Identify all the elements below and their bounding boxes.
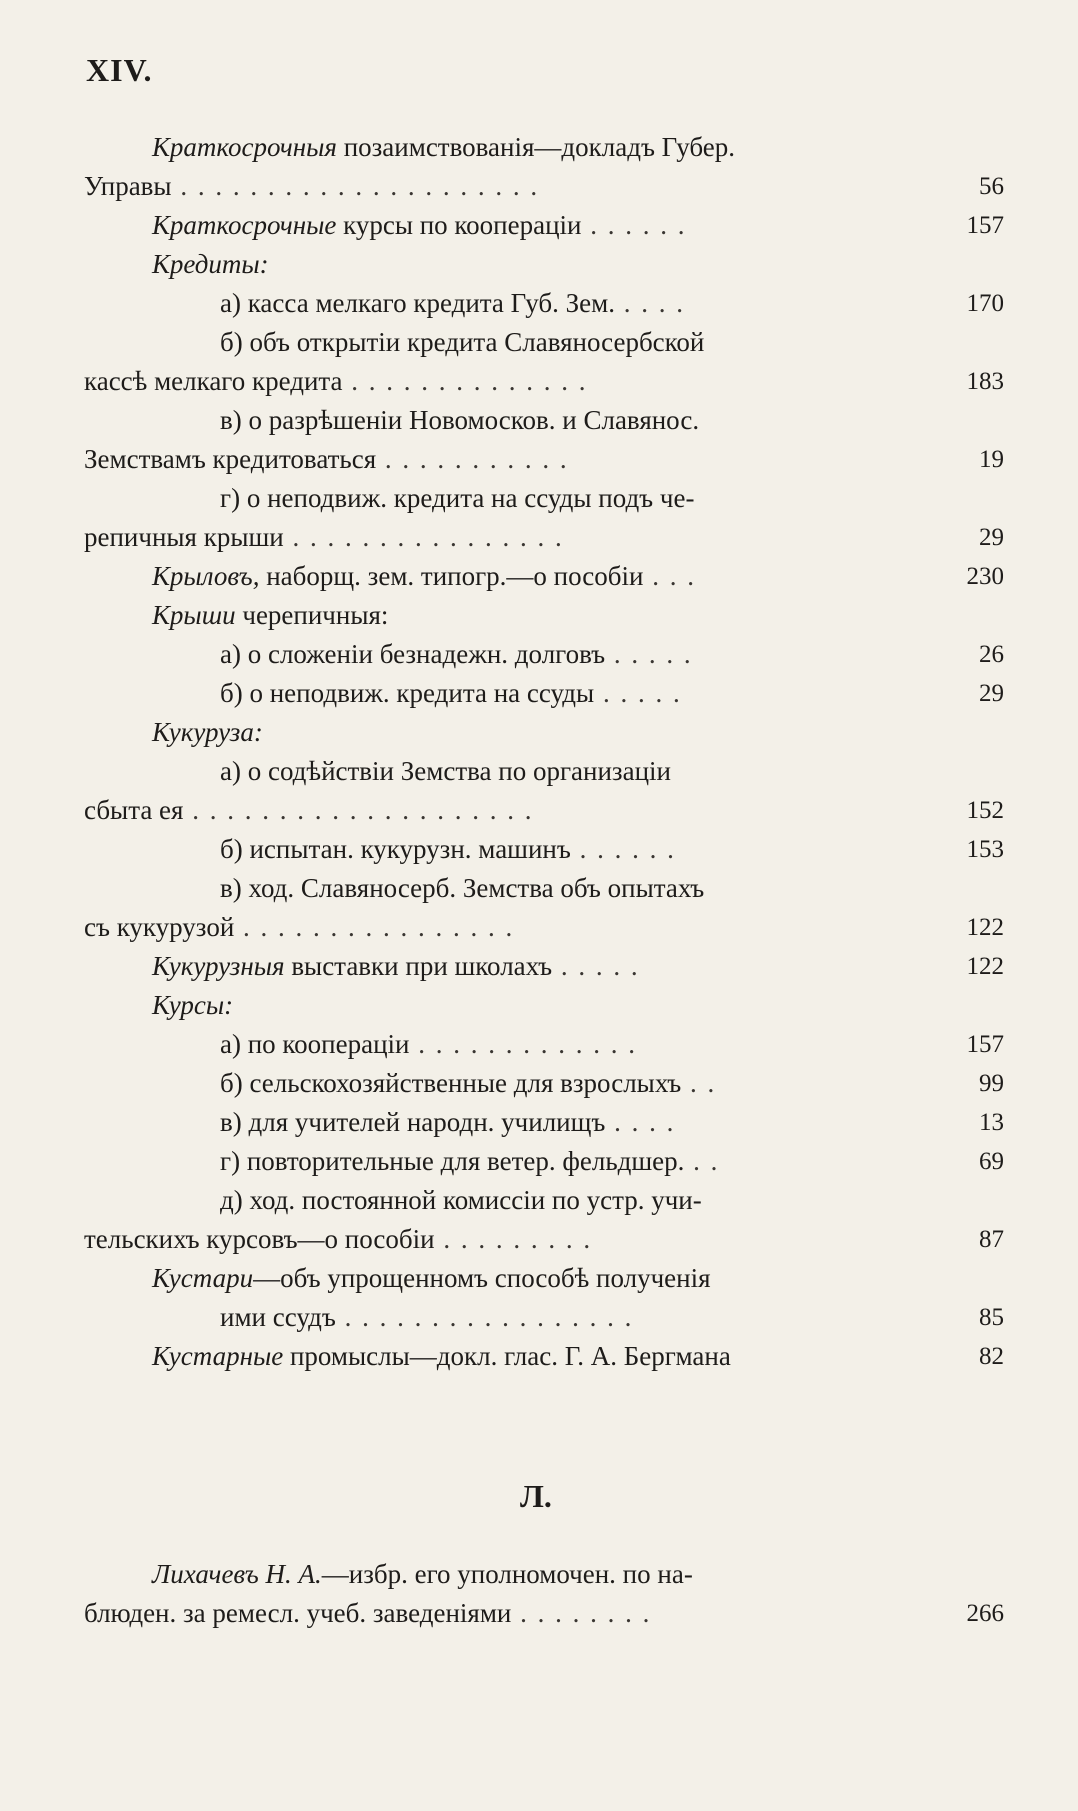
entry-page-number: 157: [966, 1031, 1004, 1058]
entry-page-number: 152: [966, 797, 1004, 824]
leader-dots: . . . . . . . . . . .: [376, 444, 569, 474]
entry-body: репичныя крыши: [84, 522, 284, 552]
entry-text: [152, 986, 233, 1025]
entry-text: [220, 869, 704, 908]
index-entry: [84, 1555, 1004, 1594]
index-entry: [84, 401, 1004, 440]
index-entry: [84, 986, 1004, 1025]
entry-page-number: 122: [966, 953, 1004, 980]
entry-body: Земствамъ кредитоваться: [84, 444, 377, 474]
entry-text: [220, 479, 694, 518]
entry-body: съ кукурузой: [84, 912, 235, 942]
index-entry: [84, 1142, 1004, 1181]
entry-page-number: 266: [966, 1600, 1004, 1627]
entry-heading: Лихачевъ Н. А.: [152, 1559, 322, 1589]
index-entry: [84, 1103, 1004, 1142]
entry-text: [220, 1181, 702, 1220]
entry-heading: Курсы:: [152, 990, 234, 1020]
entry-body: ими ссудъ: [220, 1302, 336, 1332]
index-entry: [84, 674, 1004, 713]
entry-body: Управы: [84, 171, 172, 201]
index-entry: [84, 869, 1004, 908]
leader-dots: . . . .: [614, 288, 685, 318]
leader-dots: . . . .: [605, 1107, 676, 1137]
leader-dots: . .: [681, 1068, 717, 1098]
leader-dots: . . . . . . . . . . . . . . . . . . . .: [183, 795, 534, 825]
index-entry: [84, 1025, 1004, 1064]
page-number: XIV.: [86, 52, 153, 88]
entry-text: [84, 167, 539, 206]
entry-body: г) о неподвиж. кредита на ссуды подъ че-: [220, 483, 695, 513]
entry-text: [152, 713, 263, 752]
entry-text: [152, 557, 696, 596]
entry-page-number: 87: [979, 1226, 1004, 1253]
entry-body: курсы по коопераціи: [336, 210, 582, 240]
entry-body: позаимствованія—докладъ Губер.: [336, 132, 736, 162]
entry-page-number: 230: [966, 563, 1004, 590]
index-entry: [84, 635, 1004, 674]
entry-text: [152, 245, 269, 284]
index-entry: [84, 830, 1004, 869]
entry-body: а) о сложеніи безнадежн. долговъ: [220, 639, 606, 669]
index-entry: [84, 752, 1004, 791]
entry-text: [84, 908, 514, 947]
index-entries-l: [84, 1555, 1004, 1633]
entry-body: —избр. его уполномочен. по на-: [321, 1559, 693, 1589]
index-entry: [84, 1181, 1004, 1220]
index-entry: [84, 947, 1004, 986]
entry-text: [152, 947, 640, 986]
index-entry: [84, 323, 1004, 362]
entry-heading: Крыши: [152, 600, 236, 630]
section-letter: Л.: [520, 1478, 552, 1514]
entry-page-number: 29: [979, 524, 1004, 551]
entry-text: [220, 323, 704, 362]
entry-body: г) повторительные для ветер. фельдшер.: [220, 1146, 685, 1176]
entry-text: [84, 362, 588, 401]
entry-page-number: 29: [979, 680, 1004, 707]
entry-page-number: 183: [966, 368, 1004, 395]
leader-dots: . . . . . . . . . . . . . . . . . . . . .: [171, 171, 540, 201]
index-entry: [84, 791, 1004, 830]
entry-page-number: 85: [979, 1304, 1004, 1331]
entry-page-number: 19: [979, 446, 1004, 473]
entry-body: а) по коопераціи: [220, 1029, 410, 1059]
index-entry: [84, 284, 1004, 323]
index-entry: [84, 245, 1004, 284]
entry-page-number: 69: [979, 1148, 1004, 1175]
index-entries-k: [84, 128, 1004, 1376]
index-entry: [84, 596, 1004, 635]
leader-dots: . . . . .: [594, 678, 682, 708]
entry-text: [152, 206, 686, 245]
entry-body: выставки при школахъ: [284, 951, 553, 981]
entry-heading: Крыловъ,: [152, 561, 260, 591]
entry-page-number: 13: [979, 1109, 1004, 1136]
entry-page-number: 26: [979, 641, 1004, 668]
entry-body: а) о содѣйствіи Земства по организаціи: [220, 756, 671, 786]
index-entry: [84, 167, 1004, 206]
entry-body: а) касса мелкаго кредита Губ. Зем.: [220, 288, 615, 318]
entry-page-number: 157: [966, 212, 1004, 239]
entry-body: сбыта ея: [84, 795, 184, 825]
entry-body: тельскихъ курсовъ—о пособіи: [84, 1224, 435, 1254]
entry-heading: Кустари: [152, 1263, 254, 1293]
entry-text: [220, 284, 685, 323]
entry-text: [220, 1103, 675, 1142]
index-entry: [84, 1064, 1004, 1103]
entry-body: б) испытан. кукурузн. машинъ: [220, 834, 571, 864]
entry-page-number: 56: [979, 173, 1004, 200]
entry-text: [220, 401, 699, 440]
leader-dots: . . . . . . . . . . . . . .: [342, 366, 588, 396]
leader-dots: . . . . . . . .: [511, 1598, 652, 1628]
index-entry: [84, 440, 1004, 479]
index-entry: [84, 557, 1004, 596]
entry-body: в) о разрѣшеніи Новомосков. и Славянос.: [220, 405, 700, 435]
entry-text: [152, 1337, 731, 1376]
entry-body: черепичныя:: [235, 600, 389, 630]
entry-text: [84, 791, 533, 830]
entry-body: б) о неподвиж. кредита на ссуды: [220, 678, 595, 708]
leader-dots: . .: [684, 1146, 720, 1176]
index-entry: [84, 713, 1004, 752]
leader-dots: . . . . . .: [581, 210, 687, 240]
index-entry: [84, 362, 1004, 401]
entry-text: [220, 1064, 716, 1103]
leader-dots: . . . . .: [552, 951, 640, 981]
entry-text: [84, 1220, 592, 1259]
leader-dots: . . . . . . . . . . . . . . . . .: [335, 1302, 634, 1332]
entry-heading: Краткосрочные: [152, 210, 337, 240]
entry-heading: Краткосрочныя: [152, 132, 337, 162]
entry-text: [84, 440, 569, 479]
leader-dots: . . . . .: [605, 639, 693, 669]
entry-text: [152, 1259, 711, 1298]
entry-text: [220, 1142, 719, 1181]
entry-page-number: 170: [966, 290, 1004, 317]
entry-heading: Кустарные: [152, 1341, 284, 1371]
leader-dots: . . . . . . . . . . . . . . . .: [234, 912, 515, 942]
leader-dots: . . . . . . . . .: [434, 1224, 593, 1254]
entry-heading: Кукурузныя: [152, 951, 285, 981]
index-entry: [84, 128, 1004, 167]
entry-page-number: 82: [979, 1343, 1004, 1370]
entry-heading: Кукуруза:: [152, 717, 263, 747]
index-entry: [84, 1220, 1004, 1259]
entry-text: [84, 1594, 651, 1633]
index-entry: [84, 206, 1004, 245]
index-entry: [84, 1594, 1004, 1633]
index-entry: [84, 1298, 1004, 1337]
entry-body: б) объ открытіи кредита Славяносербской: [220, 327, 705, 357]
index-entry: [84, 1337, 1004, 1376]
entry-body: б) сельскохозяйственные для взрослыхъ: [220, 1068, 682, 1098]
entry-text: [152, 128, 735, 167]
entry-page-number: 122: [966, 914, 1004, 941]
entry-body: —объ упрощенномъ способѣ полученія: [253, 1263, 711, 1293]
index-entry: [84, 1259, 1004, 1298]
entry-body: д) ход. постоянной комиссіи по устр. учи-: [220, 1185, 702, 1215]
entry-body: наборщ. зем. типогр.—о пособіи: [259, 561, 644, 591]
entry-text: [220, 1298, 633, 1337]
entry-body: в) для учителей народн. училищъ: [220, 1107, 606, 1137]
entry-body: промыслы—докл. глас. Г. А. Бергмана: [283, 1341, 731, 1371]
leader-dots: . . . . . . . . . . . . . . . .: [283, 522, 564, 552]
entry-heading: Кредиты:: [152, 249, 269, 279]
entry-text: [152, 596, 388, 635]
entry-text: [84, 518, 564, 557]
entry-text: [220, 1025, 637, 1064]
index-entry: [84, 518, 1004, 557]
entry-page-number: 99: [979, 1070, 1004, 1097]
entry-text: [220, 830, 676, 869]
entry-body: блюден. за ремесл. учеб. заведеніями: [84, 1598, 512, 1628]
index-entry: [84, 908, 1004, 947]
leader-dots: . . . . . .: [570, 834, 676, 864]
entry-body: кассѣ мелкаго кредита: [84, 366, 343, 396]
leader-dots: . . . . . . . . . . . . .: [409, 1029, 637, 1059]
entry-text: [220, 674, 682, 713]
leader-dots: . . .: [643, 561, 696, 591]
index-entry: [84, 479, 1004, 518]
entry-text: [152, 1555, 693, 1594]
entry-page-number: 153: [966, 836, 1004, 863]
entry-text: [220, 752, 671, 791]
entry-body: в) ход. Славяносерб. Земства объ опытахъ: [220, 873, 705, 903]
entry-text: [220, 635, 693, 674]
